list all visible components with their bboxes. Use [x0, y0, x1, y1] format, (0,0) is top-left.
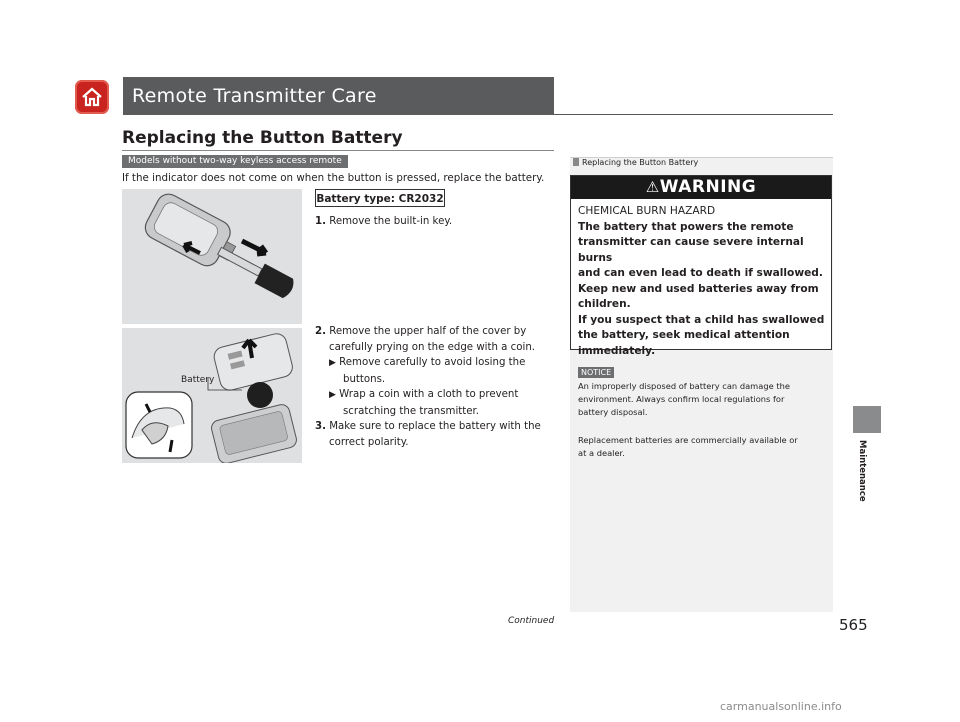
step-1-text: Remove the built-in key. [329, 216, 453, 227]
step-2 [315, 324, 555, 450]
step-2-line1: Remove the upper half of the cover by [329, 326, 527, 337]
step-3-line1: Make sure to replace the battery with the [329, 421, 541, 432]
watermark-text: carmanualsonline.info [720, 700, 842, 713]
intro-text: If the indicator does not come on when the button is pressed, replace the battery. [122, 172, 545, 184]
notice-line: An improperly disposed of battery can damage the [578, 381, 790, 391]
arrow-icon: ▶ [329, 358, 336, 368]
note-icon [573, 158, 579, 166]
chapter-tab[interactable] [853, 406, 881, 433]
home-button[interactable] [75, 80, 109, 114]
warning-line: children. [578, 298, 631, 310]
step-1 [315, 214, 452, 230]
replacement-line: Replacement batteries are commercially available or [578, 435, 798, 445]
battery-type-box: Battery type: CR2032 [315, 189, 445, 207]
continued-label: Continued [508, 616, 555, 626]
replacement-line: at a dealer. [578, 448, 625, 459]
warning-line: If you suspect that a child has swallowed [578, 313, 825, 326]
warning-box [570, 175, 832, 357]
step-2-sub1-cont: buttons. [343, 373, 386, 385]
warning-line: and can even lead to death if swallowed. [578, 267, 823, 279]
warning-line: transmitter can cause severe internal burns [578, 236, 804, 264]
step-2-sub1: Remove carefully to avoid losing the [339, 357, 526, 368]
heading-rule [122, 150, 554, 151]
page-heading: Replacing the Button Battery [122, 128, 403, 148]
step-3-line2: correct polarity. [329, 436, 409, 448]
notice-line: environment. Always confirm local regulations for [578, 394, 785, 405]
home-icon [80, 85, 104, 109]
step-2-sub2-cont: scratching the transmitter. [343, 405, 480, 417]
section-title: Remote Transmitter Care [132, 85, 377, 107]
step-3-number: 3. [315, 421, 326, 432]
figure-remove-cover [122, 328, 302, 463]
warning-title: WARNING [659, 177, 757, 197]
warning-body [578, 204, 828, 359]
warning-line: the battery, seek medical attention [578, 329, 790, 341]
sidebar-title-text: Replacing the Button Battery [582, 158, 699, 167]
notice-text [578, 380, 826, 420]
step-1-number: 1. [315, 216, 326, 227]
warning-line: The battery that powers the remote [578, 220, 794, 233]
title-rule [554, 114, 833, 115]
section-title-bar [123, 77, 554, 115]
warning-line: immediately. [578, 344, 656, 357]
model-tag: Models without two-way keyless access remote [122, 155, 348, 168]
sidebar-title [573, 158, 698, 167]
replacement-text [578, 434, 826, 460]
chapter-tab-label: Maintenance [857, 440, 867, 502]
step-2-line2: carefully prying on the edge with a coin. [329, 341, 536, 353]
warning-triangle-icon: ⚠ [645, 178, 660, 196]
arrow-icon: ▶ [329, 390, 336, 400]
warning-header [571, 176, 831, 199]
step-2-sub2: Wrap a coin with a cloth to prevent [339, 389, 519, 400]
remote-key-illustration [122, 189, 302, 324]
figure-remove-key [122, 189, 302, 324]
page-number: 565 [839, 616, 868, 634]
warning-line: Keep new and used batteries away from [578, 282, 819, 295]
battery-callout-label: Battery [181, 375, 215, 385]
notice-tag: NOTICE [578, 367, 614, 378]
open-remote-illustration [122, 328, 302, 463]
step-2-number: 2. [315, 326, 326, 337]
notice-line: battery disposal. [578, 407, 648, 418]
warning-line: CHEMICAL BURN HAZARD [578, 205, 716, 217]
